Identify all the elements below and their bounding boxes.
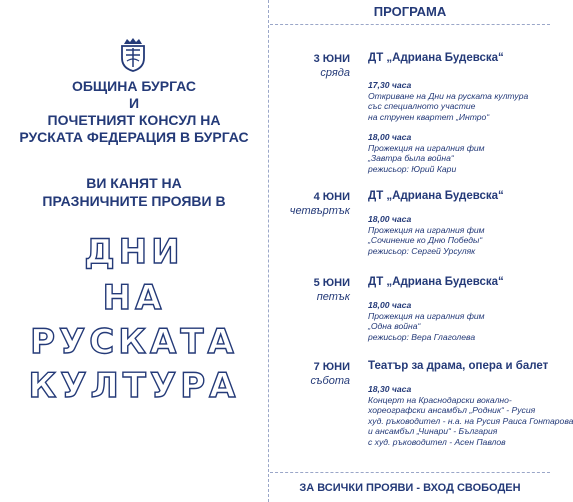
event-line: Прожекция на игралния фим bbox=[368, 310, 485, 321]
date-text: 5 ЮНИ bbox=[313, 277, 350, 289]
divider bbox=[270, 472, 550, 473]
event-line: „Одна война“ bbox=[368, 321, 421, 331]
event-line: Прожекция на игралния фим bbox=[368, 224, 485, 235]
program-panel bbox=[270, 0, 573, 502]
event bbox=[368, 132, 485, 174]
event-line: режисьор: Вера Глаголева bbox=[368, 331, 476, 342]
venue: Театър за драма, опера и балет bbox=[368, 360, 549, 372]
event-line: Прожекция на игралния фим bbox=[368, 142, 485, 153]
host-line: ОБЩИНА БУРГАС bbox=[71, 78, 197, 94]
host-line: И bbox=[128, 95, 140, 111]
program-title: ПРОГРАМА bbox=[373, 4, 447, 19]
event bbox=[368, 214, 485, 256]
big-title-line: КУЛТУРА bbox=[28, 366, 240, 406]
divider bbox=[270, 24, 550, 25]
event-line: на струнен квартет „Интро“ bbox=[368, 111, 490, 122]
invite-block bbox=[0, 174, 268, 210]
venue: ДТ „Адриана Будевска“ bbox=[368, 52, 504, 64]
event-line: худ. ръководител - н.а. на Русия Раиса Гонтарова bbox=[368, 415, 573, 426]
host-line: ПОЧЕТНИЯТ КОНСУЛ НА bbox=[47, 112, 221, 128]
invitation-panel bbox=[0, 0, 268, 502]
event-line: „Завтра была война“ bbox=[368, 153, 454, 163]
day-date bbox=[270, 52, 350, 80]
event-line: „Сочинение ко Дню Победы“ bbox=[368, 235, 483, 245]
invite-line: ВИ КАНЯТ НА bbox=[86, 175, 182, 191]
hosts-block bbox=[0, 78, 268, 146]
big-title-line: НА bbox=[102, 278, 166, 318]
event-line: Откриване на Дни на руската култура bbox=[368, 90, 529, 101]
footer-note: ЗА ВСИЧКИ ПРОЯВИ - ВХОД СВОБОДЕН bbox=[299, 482, 521, 494]
fold-line bbox=[268, 0, 269, 502]
big-title-line: ДНИ bbox=[84, 232, 184, 272]
big-title-line: РУСКАТА bbox=[30, 322, 238, 362]
event bbox=[368, 300, 485, 342]
date-text: 7 ЮНИ bbox=[313, 361, 350, 373]
weekday-text: сряда bbox=[320, 67, 350, 79]
date-text: 3 ЮНИ bbox=[313, 53, 350, 65]
event-line: и ансамбъл „Чинари“ - България bbox=[368, 426, 498, 436]
event-time: 18,00 часа bbox=[368, 214, 412, 224]
event-line: Концерт на Краснодарски вокално- bbox=[368, 394, 512, 405]
invite-line: ПРАЗНИЧНИТЕ ПРОЯВИ В bbox=[42, 193, 226, 209]
burgas-coat-of-arms-icon bbox=[118, 36, 148, 72]
event-line: със специалното участие bbox=[368, 101, 476, 111]
event-time: 17,30 часа bbox=[368, 80, 412, 90]
event-time: 18,30 часа bbox=[368, 384, 412, 394]
venue: ДТ „Адриана Будевска“ bbox=[368, 190, 504, 202]
weekday-text: събота bbox=[310, 375, 350, 387]
event-line: режисьор: Сергей Урсуляк bbox=[368, 245, 476, 256]
day-date bbox=[270, 360, 350, 388]
event bbox=[368, 80, 528, 122]
weekday-text: четвъртък bbox=[289, 205, 350, 217]
weekday-text: петък bbox=[316, 291, 350, 303]
venue: ДТ „Адриана Будевска“ bbox=[368, 276, 504, 288]
event-time: 18,00 часа bbox=[368, 300, 412, 310]
event-time: 18,00 часа bbox=[368, 132, 412, 142]
event bbox=[368, 384, 573, 447]
host-line: РУСКАТА ФЕДЕРАЦИЯ В БУРГАС bbox=[19, 129, 249, 145]
date-text: 4 ЮНИ bbox=[313, 191, 350, 203]
event-line: хореографски ансамбъл „Родник“ - Русия bbox=[368, 405, 536, 415]
day-date bbox=[270, 190, 350, 218]
event-line: режисьор: Юрий Кари bbox=[368, 163, 457, 174]
event-line: с худ. ръководител - Асен Павлов bbox=[368, 436, 506, 447]
day-date bbox=[270, 276, 350, 304]
